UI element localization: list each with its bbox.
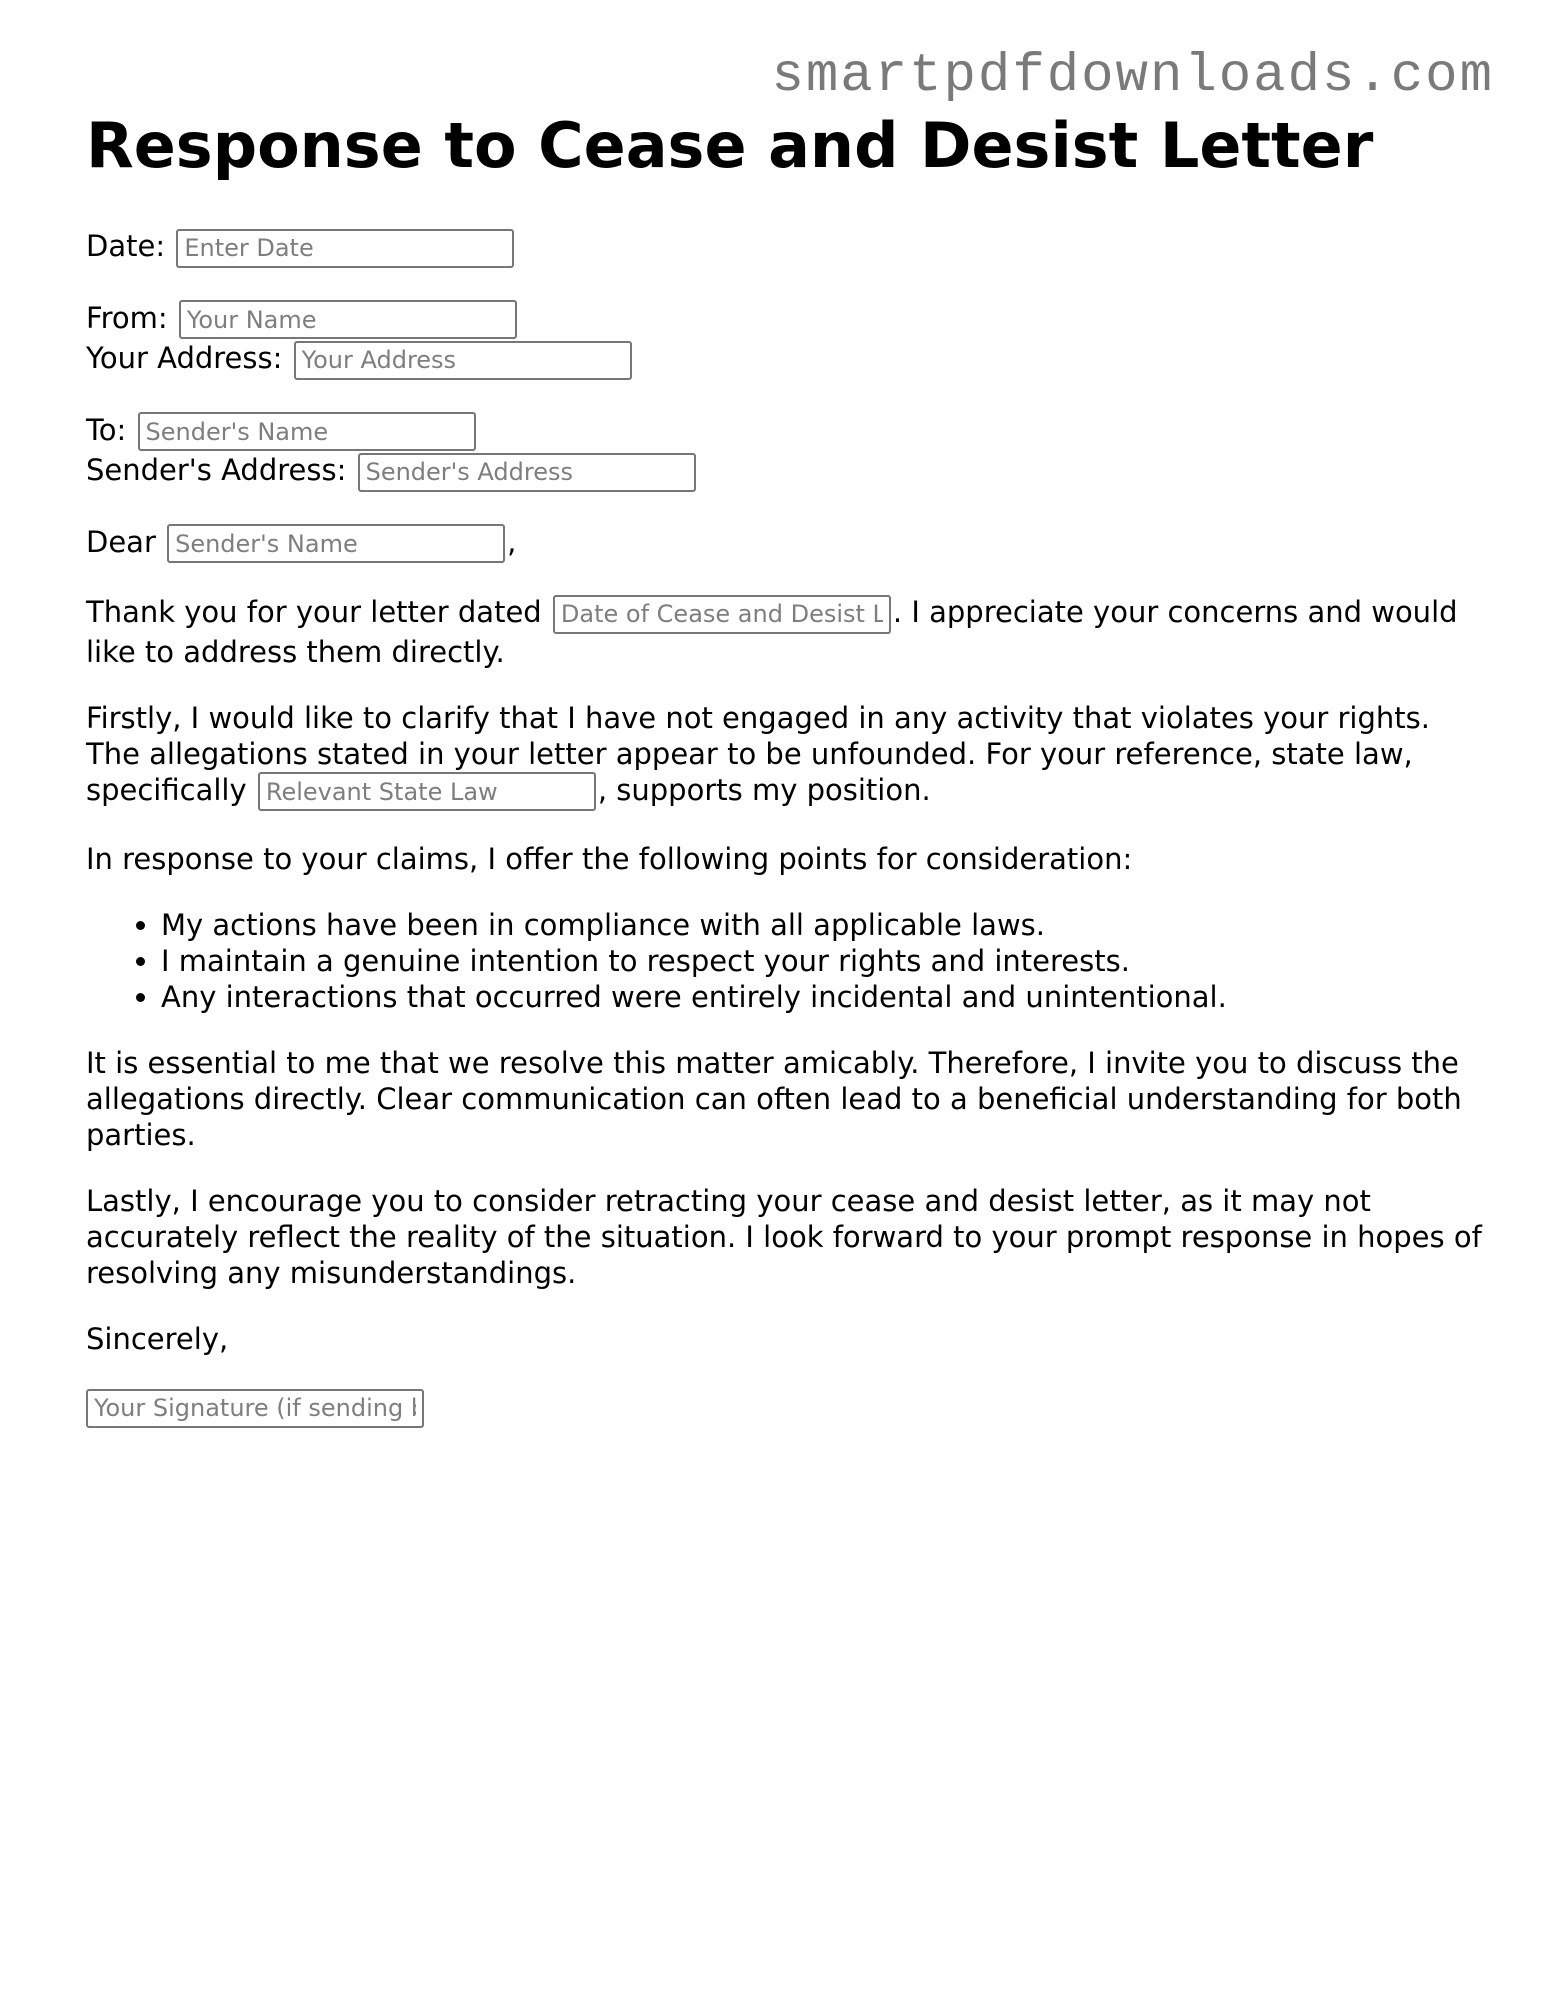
state-law-field[interactable] [258,772,596,811]
paragraph-points-intro: In response to your claims, I offer the following points for consideration: [86,842,1133,876]
paragraph-thank-you [86,594,1486,670]
paragraph-clarification-text: Firstly, I would like to clarify that I have not engaged in any activity that violates your rights. The allegations stated in your letter appear to be unfounded. For your reference, state law, specifically [86,700,1430,807]
sender-address-field[interactable] [358,453,696,492]
your-name-field[interactable] [179,300,517,339]
salutation-comma: , [507,524,517,559]
watermark-text: smartpdfdownloads.com [771,46,1494,107]
dear-text: Dear [86,524,156,559]
paragraph-thank-you-text: Thank you for your letter dated [86,595,542,629]
date-label: Date: [86,229,166,263]
points-list [86,907,1486,1015]
list-item: • My actions have been in compliance with all applicable laws. [161,907,1486,943]
sender-address-label: Sender's Address: [86,453,347,487]
salutation-name-field[interactable] [167,524,505,563]
to-label: To: [86,412,127,447]
paragraph-resolve: It is essential to me that we resolve this matter amicably. Therefore, I invite you to discuss the allegations directly. Clear communication can often lead to a beneficial understanding for both parties. [86,1046,1462,1152]
salutation [86,523,1486,564]
from-label: From: [86,300,168,335]
list-item: • Any interactions that occurred were entirely incidental and unintentional. [161,979,1486,1015]
to-section [86,411,1486,492]
from-section [86,299,1486,380]
signature-field[interactable] [86,1389,424,1428]
signature-line [86,1387,1486,1428]
paragraph-retract: Lastly, I encourage you to consider retracting your cease and desist letter, as it may not accurately reflect the reality of the situation. I look forward to your prompt response in hopes of resolving any misunderstandings. [86,1184,1482,1290]
paragraph-clarification [86,700,1486,812]
paragraph-thank-you-continuation: . I appreciate your concerns and would like to address them directly. [86,595,1458,669]
paragraph-clarification-continuation: , supports my position. [597,772,931,807]
date-section [86,227,1486,268]
date-field[interactable] [176,229,514,268]
list-item: • I maintain a genuine intention to respect your rights and interests. [161,943,1486,979]
closing: Sincerely, [86,1322,229,1356]
letter-body [86,107,1486,1428]
your-address-field[interactable] [294,341,632,380]
page-title: Response to Cease and Desist Letter [86,109,1374,182]
letter-date-field[interactable] [553,595,891,634]
sender-name-field[interactable] [138,412,476,451]
your-address-label: Your Address: [86,341,283,375]
